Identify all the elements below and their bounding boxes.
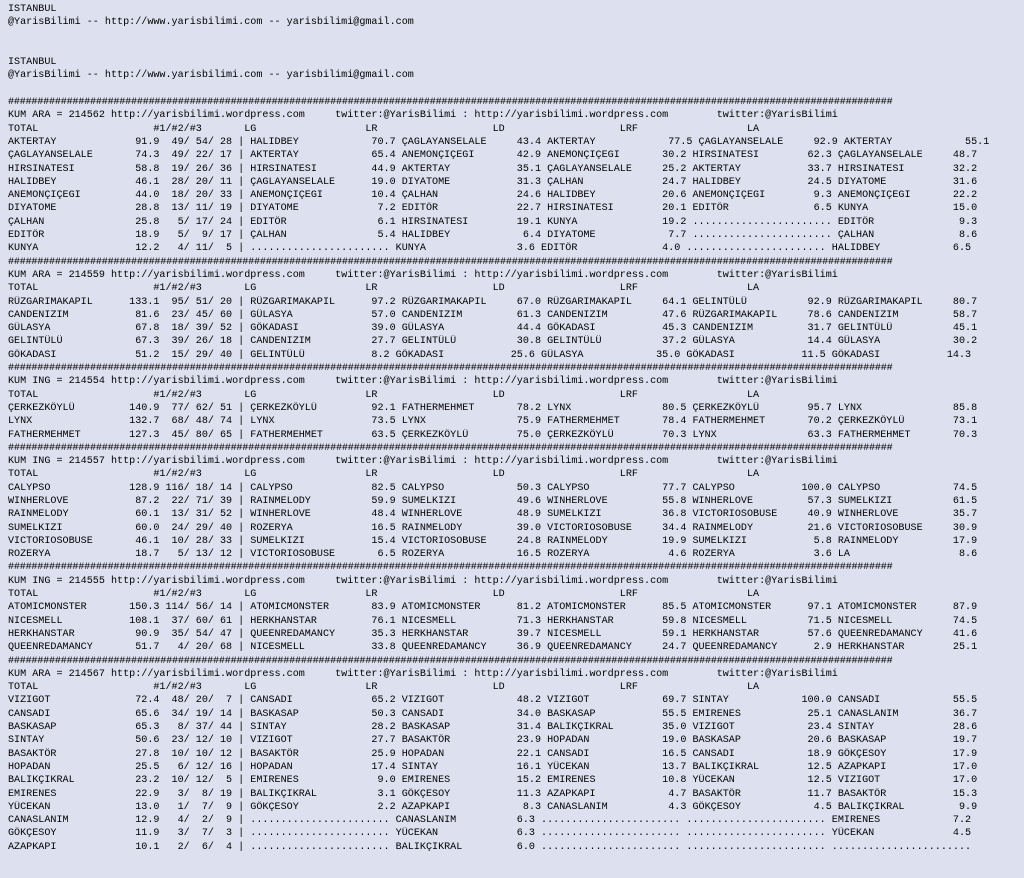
table-row: YÜCEKAN 13.0 1/ 7/ 9 | GÖKÇESOY 2.2 AZAPKAPI 8.3 CANASLANIM 4.3 GÖKÇESOY 4.5 BALIKÇIKRAL 9.9	[8, 801, 978, 813]
race-title: KUM ARA = 214562 http://yarisbilimi.wordpress.com twitter:@YarisBilimi : http://yarisbilimi.wordpress.com twitter:@YarisBilimi	[8, 110, 838, 122]
column-header-row: TOTAL #1/#2/#3 LG LR LD LRF LA	[8, 123, 760, 135]
table-row: KUNYA 12.2 4/ 11/ 5 | ....................... KUNYA 3.6 EDITÖR 4.0 ....................... HALIDBEY 6.5	[8, 243, 972, 255]
table-row: SINTAY 50.6 23/ 12/ 10 | VIZIGOT 27.7 BASAKTÖR 23.9 HOPADAN 19.0 BASKASAP 20.6 BASKASAP 19.7	[8, 735, 978, 747]
table-row: HERKHANSTAR 90.9 35/ 54/ 47 | QUEENREDAMANCY 35.3 HERKHANSTAR 39.7 NICESMELL 59.1 HERKHANSTAR 57.6 QUEENREDAMANCY 41.6	[8, 628, 978, 640]
table-row: VIZIGOT 72.4 48/ 20/ 7 | CANSADI 65.2 VIZIGOT 48.2 VIZIGOT 69.7 SINTAY 100.0 CANSADI 55.5	[8, 695, 978, 707]
table-row: AKTERTAY 91.9 49/ 54/ 28 | HALIDBEY 70.7 ÇAGLAYANSELALE 43.4 AKTERTAY 77.5 ÇAGLAYANSELALE 92.9 AKTERTAY 55.1	[8, 136, 990, 148]
header-contact: @YarisBilimi -- http://www.yarisbilimi.com -- yarisbilimi@gmail.com	[8, 70, 414, 82]
table-row: QUEENREDAMANCY 51.7 4/ 20/ 68 | NICESMELL 33.8 QUEENREDAMANCY 36.9 QUEENREDAMANCY 24.7 QUEENREDAMANCY 2.9 HERKHANSTAR 25.1	[8, 642, 978, 654]
table-row: GELINTÜLÜ 67.3 39/ 26/ 18 | CANDENIZIM 27.7 GELINTÜLÜ 30.8 GELINTÜLÜ 37.2 GÜLASYA 14.4 GÜLASYA 30.2	[8, 336, 978, 348]
table-row: DIYATOME 28.8 13/ 11/ 19 | DIYATOME 7.2 EDITÖR 22.7 HIRSINATESI 20.1 EDITÖR 6.5 KUNYA 15.0	[8, 203, 978, 215]
table-row: CANDENIZIM 81.6 23/ 45/ 60 | GÜLASYA 57.0 CANDENIZIM 61.3 CANDENIZIM 47.6 RÜZGARIMAKAPIL 78.6 CANDENIZIM 58.7	[8, 309, 978, 321]
table-row: ROZERYA 18.7 5/ 13/ 12 | VICTORIOSOBUSE 6.5 ROZERYA 16.5 ROZERYA 4.6 ROZERYA 3.6 LA 8.6	[8, 549, 978, 561]
table-row: RÜZGARIMAKAPIL 133.1 95/ 51/ 20 | RÜZGARIMAKAPIL 97.2 RÜZGARIMAKAPIL 67.0 RÜZGARIMAKAPIL 64.1 GELINTÜLÜ 92.9 RÜZGARIMAKAPIL 80.7	[8, 296, 978, 308]
race-title: KUM ARA = 214559 http://yarisbilimi.wordpress.com twitter:@YarisBilimi : http://yarisbilimi.wordpress.com twitter:@YarisBilimi	[8, 269, 838, 281]
race-title: KUM ARA = 214567 http://yarisbilimi.wordpress.com twitter:@YarisBilimi : http://yarisbilimi.wordpress.com twitter:@YarisBilimi	[8, 668, 838, 680]
table-row: ÇALHAN 25.8 5/ 17/ 24 | EDITÖR 6.1 HIRSINATESI 19.1 KUNYA 19.2 ....................... EDITÖR 9.3	[8, 216, 978, 228]
table-row: CANASLANIM 12.9 4/ 2/ 9 | ....................... CANASLANIM 6.3 ....................... ....................... EMIRENES 7.2	[8, 815, 972, 827]
separator-line: #######################################################################################################################################################	[8, 655, 893, 667]
blank-line	[8, 83, 1024, 96]
table-row: EDITÖR 18.9 5/ 9/ 17 | ÇALHAN 5.4 HALIDBEY 6.4 DIYATOME 7.7 ....................... ÇALHAN 8.6	[8, 230, 978, 242]
header-city: ISTANBUL	[8, 57, 57, 69]
table-row: AZAPKAPI 10.1 2/ 6/ 4 | ....................... BALIKÇIKRAL 6.0 ....................... ....................... .......................	[8, 841, 972, 853]
blank-line	[8, 43, 1024, 56]
race-title: KUM ING = 214554 http://yarisbilimi.wordpress.com twitter:@YarisBilimi : http://yarisbilimi.wordpress.com twitter:@YarisBilimi	[8, 376, 838, 388]
table-row: WINHERLOVE 87.2 22/ 71/ 39 | RAINMELODY 59.9 SUMELKIZI 49.6 WINHERLOVE 55.8 WINHERLOVE 57.3 SUMELKIZI 61.5	[8, 495, 978, 507]
table-row: BALIKÇIKRAL 23.2 10/ 12/ 5 | EMIRENES 9.0 EMIRENES 15.2 EMIRENES 10.8 YÜCEKAN 12.5 VIZIGOT 17.0	[8, 775, 978, 787]
table-row: EMIRENES 22.9 3/ 8/ 19 | BALIKÇIKRAL 3.1 GÖKÇESOY 11.3 AZAPKAPI 4.7 BASAKTÖR 11.7 BASAKTÖR 15.3	[8, 788, 978, 800]
separator-line: #######################################################################################################################################################	[8, 562, 893, 574]
table-row: CALYPSO 128.9 116/ 18/ 14 | CALYPSO 82.5 CALYPSO 50.3 CALYPSO 77.7 CALYPSO 100.0 CALYPSO 74.5	[8, 482, 978, 494]
table-row: CANSADI 65.6 34/ 19/ 14 | BASKASAP 50.3 CANSADI 34.0 BASKASAP 55.5 EMIRENES 25.1 CANASLANIM 36.7	[8, 708, 978, 720]
table-row: RAINMELODY 60.1 13/ 31/ 52 | WINHERLOVE 48.4 WINHERLOVE 48.9 SUMELKIZI 36.8 VICTORIOSOBUSE 40.9 WINHERLOVE 35.7	[8, 509, 978, 521]
table-row: LYNX 132.7 68/ 48/ 74 | LYNX 73.5 LYNX 75.9 FATHERMEHMET 78.4 FATHERMEHMET 70.2 ÇERKEZKÖYLÜ 73.1	[8, 416, 978, 428]
table-row: GÜLASYA 67.8 18/ 39/ 52 | GÖKADASI 39.0 GÜLASYA 44.4 GÖKADASI 45.3 CANDENIZIM 31.7 GELINTÜLÜ 45.1	[8, 323, 978, 335]
blank-line	[8, 30, 1024, 43]
table-row: HOPADAN 25.5 6/ 12/ 16 | HOPADAN 17.4 SINTAY 16.1 YÜCEKAN 13.7 BALIKÇIKRAL 12.5 AZAPKAPI 17.0	[8, 761, 978, 773]
separator-line: #######################################################################################################################################################	[8, 97, 893, 109]
table-row: BASKASAP 65.3 8/ 37/ 44 | SINTAY 28.2 BASKASAP 31.4 BALIKÇIKRAL 35.0 VIZIGOT 23.4 SINTAY 28.6	[8, 722, 978, 734]
race-title: KUM ING = 214557 http://yarisbilimi.wordpress.com twitter:@YarisBilimi : http://yarisbilimi.wordpress.com twitter:@YarisBilimi	[8, 456, 838, 468]
column-header-row: TOTAL #1/#2/#3 LG LR LD LRF LA	[8, 469, 760, 481]
table-row: NICESMELL 108.1 37/ 60/ 61 | HERKHANSTAR 76.1 NICESMELL 71.3 HERKHANSTAR 59.8 NICESMELL 71.5 NICESMELL 74.5	[8, 615, 978, 627]
separator-line: #######################################################################################################################################################	[8, 442, 893, 454]
race-title: KUM ING = 214555 http://yarisbilimi.wordpress.com twitter:@YarisBilimi : http://yarisbilimi.wordpress.com twitter:@YarisBilimi	[8, 575, 838, 587]
table-row: BASAKTÖR 27.8 10/ 10/ 12 | BASAKTÖR 25.9 HOPADAN 22.1 CANSADI 16.5 CANSADI 18.9 GÖKÇESOY 17.9	[8, 748, 978, 760]
separator-line: #######################################################################################################################################################	[8, 363, 893, 375]
header-city: ISTANBUL	[8, 4, 57, 15]
table-row: ANEMONÇIÇEGI 44.0 18/ 20/ 33 | ANEMONÇIÇEGI 10.4 ÇALHAN 24.6 HALIDBEY 20.6 ANEMONÇIÇEGI 9.3 ANEMONÇIÇEGI 22.2	[8, 190, 978, 202]
table-row: GÖKADASI 51.2 15/ 29/ 40 | GELINTÜLÜ 8.2 GÖKADASI 25.6 GÜLASYA 35.0 GÖKADASI 11.5 GÖKADASI 14.3	[8, 349, 972, 361]
table-row: ATOMICMONSTER 150.3 114/ 56/ 14 | ATOMICMONSTER 83.9 ATOMICMONSTER 81.2 ATOMICMONSTER 85.5 ATOMICMONSTER 97.1 ATOMICMONSTER 87.9	[8, 602, 978, 614]
column-header-row: TOTAL #1/#2/#3 LG LR LD LRF LA	[8, 283, 760, 295]
separator-line: #######################################################################################################################################################	[8, 256, 893, 268]
column-header-row: TOTAL #1/#2/#3 LG LR LD LRF LA	[8, 589, 760, 601]
table-row: HIRSINATESI 58.8 19/ 26/ 36 | HIRSINATESI 44.9 AKTERTAY 35.1 ÇAGLAYANSELALE 25.2 AKTERTAY 33.7 HIRSINATESI 32.2	[8, 163, 978, 175]
table-row: ÇERKEZKÖYLÜ 140.9 77/ 62/ 51 | ÇERKEZKÖYLÜ 92.1 FATHERMEHMET 78.2 LYNX 80.5 ÇERKEZKÖYLÜ 95.7 LYNX 85.8	[8, 402, 978, 414]
table-row: HALIDBEY 46.1 28/ 20/ 11 | ÇAGLAYANSELALE 19.0 DIYATOME 31.3 ÇALHAN 24.7 HALIDBEY 24.5 DIYATOME 31.6	[8, 176, 978, 188]
header-contact: @YarisBilimi -- http://www.yarisbilimi.com -- yarisbilimi@gmail.com	[8, 17, 414, 29]
table-row: SUMELKIZI 60.0 24/ 29/ 40 | ROZERYA 16.5 RAINMELODY 39.0 VICTORIOSOBUSE 34.4 RAINMELODY 21.6 VICTORIOSOBUSE 30.9	[8, 522, 978, 534]
column-header-row: TOTAL #1/#2/#3 LG LR LD LRF LA	[8, 682, 760, 694]
table-row: FATHERMEHMET 127.3 45/ 80/ 65 | FATHERMEHMET 63.5 ÇERKEZKÖYLÜ 75.0 ÇERKEZKÖYLÜ 70.3 LYNX 63.3 FATHERMEHMET 70.3	[8, 429, 978, 441]
table-row: GÖKÇESOY 11.9 3/ 7/ 3 | ....................... YÜCEKAN 6.3 ....................... ....................... YÜCEKAN 4.5	[8, 828, 972, 840]
table-row: VICTORIOSOBUSE 46.1 10/ 28/ 33 | SUMELKIZI 15.4 VICTORIOSOBUSE 24.8 RAINMELODY 19.9 SUMELKIZI 5.8 RAINMELODY 17.9	[8, 535, 978, 547]
column-header-row: TOTAL #1/#2/#3 LG LR LD LRF LA	[8, 389, 760, 401]
table-row: ÇAGLAYANSELALE 74.3 49/ 22/ 17 | AKTERTAY 65.4 ANEMONÇIÇEGI 42.9 ANEMONÇIÇEGI 30.2 HIRSINATESI 62.3 ÇAGLAYANSELALE 48.7	[8, 150, 978, 162]
